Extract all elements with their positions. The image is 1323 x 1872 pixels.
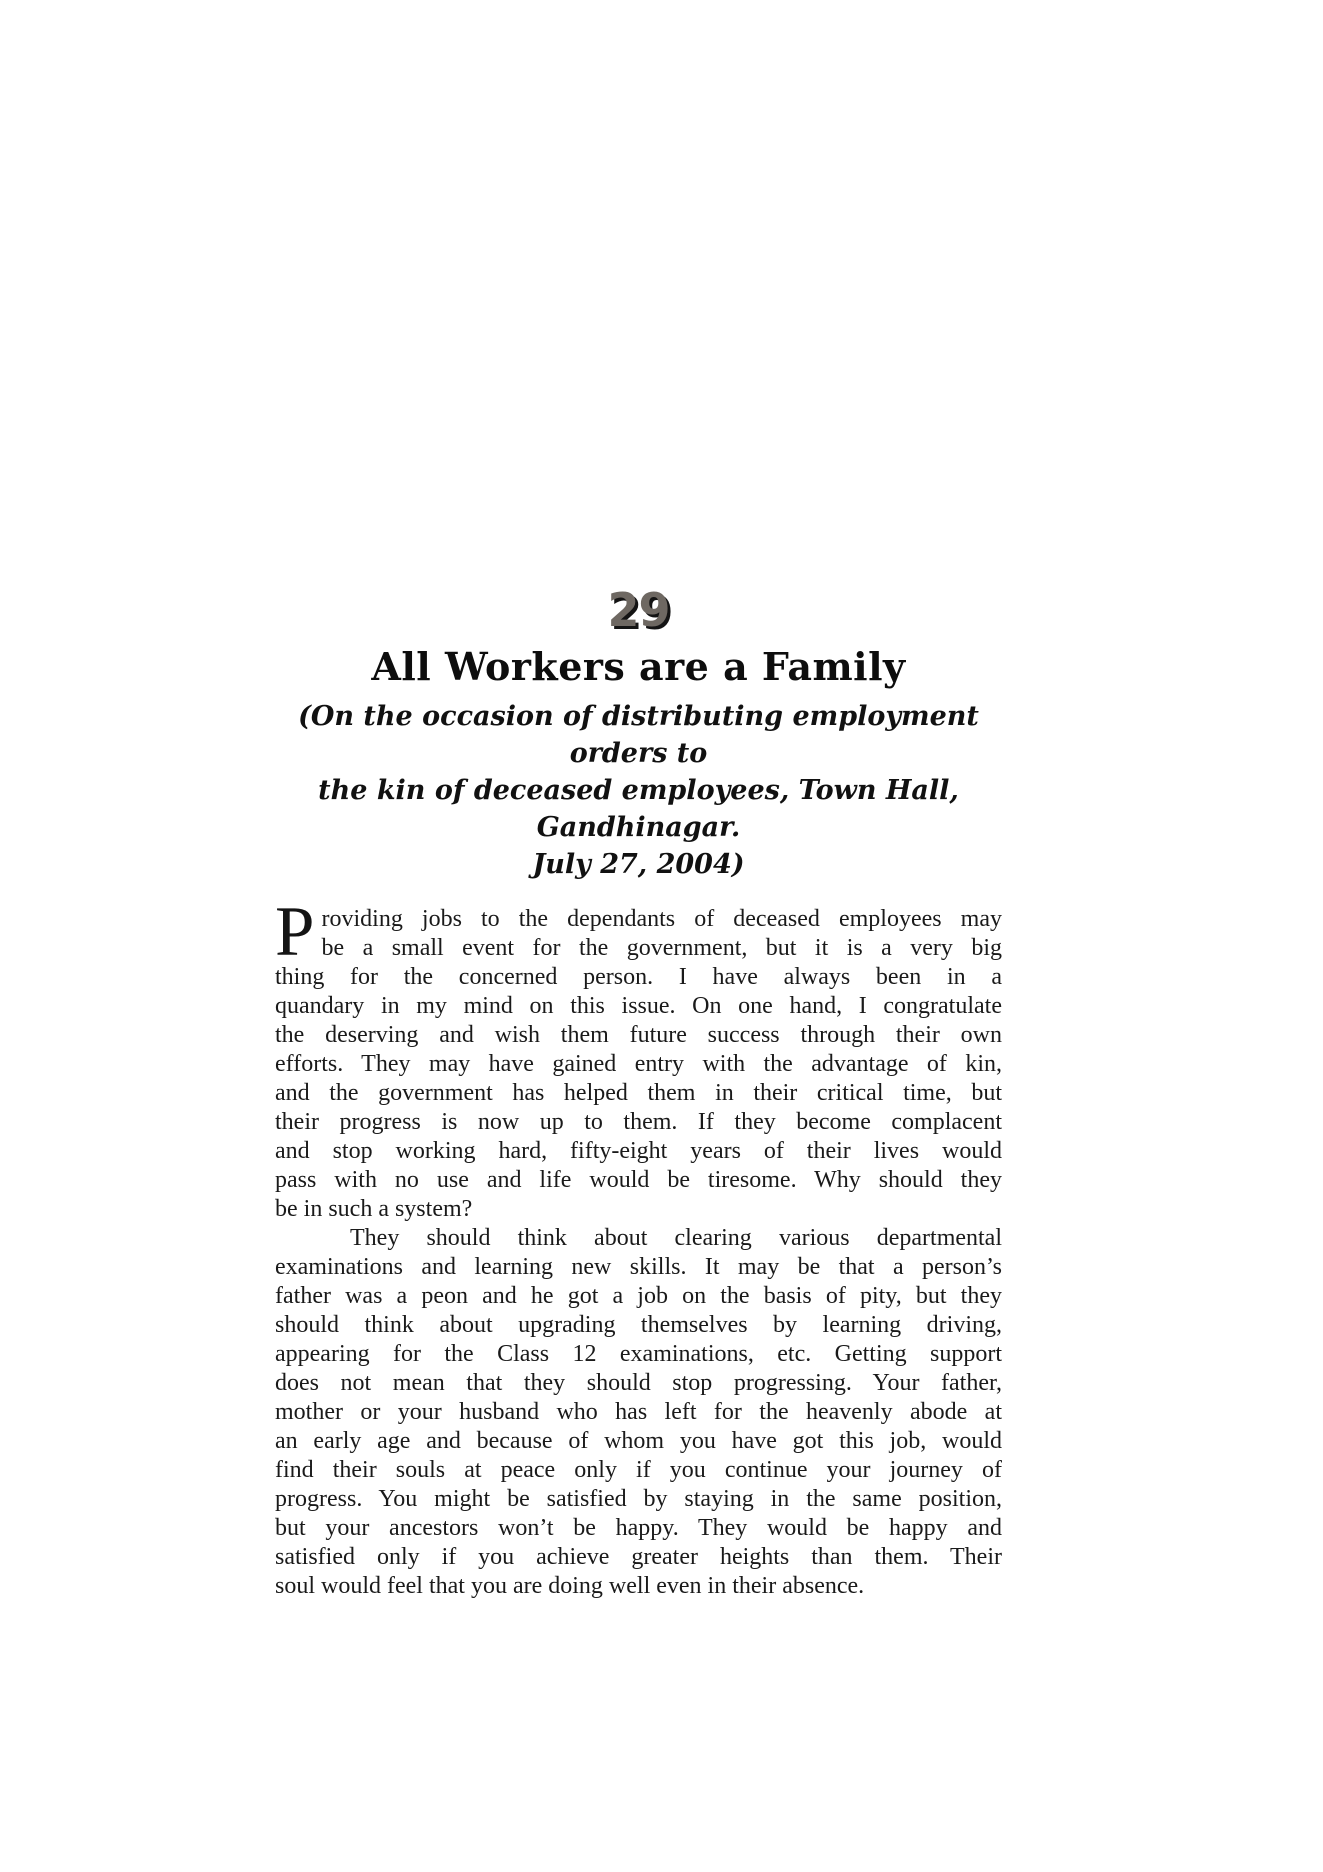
chapter-body xyxy=(275,893,1002,1601)
text-line: efforts. They may have gained entry with the advantage of kin, xyxy=(275,1051,1002,1077)
text-line: and stop working hard, fifty-eight years of their lives would xyxy=(275,1138,1002,1164)
text-line: and the government has helped them in their critical time, but xyxy=(275,1080,1002,1106)
paragraph xyxy=(275,1224,1002,1601)
text-line: appearing for the Class 12 examinations, etc. Getting support xyxy=(275,1341,1002,1367)
text-line: their progress is now up to them. If they become complacent xyxy=(275,1109,1002,1135)
chapter-title: All Workers are a Family xyxy=(371,644,906,689)
text-line: pass with no use and life would be tiresome. Why should they xyxy=(275,1167,1002,1193)
text-line: an early age and because of whom you have got this job, would xyxy=(275,1428,1002,1454)
subtitle-line: the kin of deceased employees, Town Hall, Gandhinagar. xyxy=(318,775,959,843)
text-line: mother or your husband who has left for the heavenly abode at xyxy=(275,1399,1002,1425)
text-line: be a small event for the government, but it is a very big xyxy=(321,935,1002,961)
subtitle-line: July 27, 2004) xyxy=(532,849,745,880)
chapter-subtitle xyxy=(275,698,1002,883)
text-line: They should think about clearing various departmental xyxy=(350,1225,1002,1251)
text-line: but your ancestors won’t be happy. They would be happy and xyxy=(275,1515,1002,1541)
drop-cap: P xyxy=(275,893,315,971)
text-line: satisfied only if you achieve greater heights than them. Their xyxy=(275,1544,1002,1570)
page-content-column xyxy=(275,0,1002,1601)
text-line: be in such a system? xyxy=(275,1196,473,1222)
subtitle-line: (On the occasion of distributing employment orders to xyxy=(298,701,979,769)
text-line: should think about upgrading themselves by learning driving, xyxy=(275,1312,1002,1338)
text-line: roviding jobs to the dependants of deceased employees may xyxy=(321,906,1002,932)
text-line: progress. You might be satisfied by staying in the same position, xyxy=(275,1486,1002,1512)
text-line: find their souls at peace only if you continue your journey of xyxy=(275,1457,1002,1483)
text-line: does not mean that they should stop progressing. Your father, xyxy=(275,1370,1002,1396)
text-line: the deserving and wish them future success through their own xyxy=(275,1022,1002,1048)
text-line: father was a peon and he got a job on the basis of pity, but they xyxy=(275,1283,1002,1309)
chapter-number: 29 xyxy=(607,583,670,637)
text-line: thing for the concerned person. I have always been in a xyxy=(275,964,1002,990)
text-line: quandary in my mind on this issue. On one hand, I congratulate xyxy=(275,993,1002,1019)
paragraph xyxy=(275,893,1002,1224)
text-line: examinations and learning new skills. It may be that a person’s xyxy=(275,1254,1002,1280)
text-line: soul would feel that you are doing well even in their absence. xyxy=(275,1573,865,1599)
